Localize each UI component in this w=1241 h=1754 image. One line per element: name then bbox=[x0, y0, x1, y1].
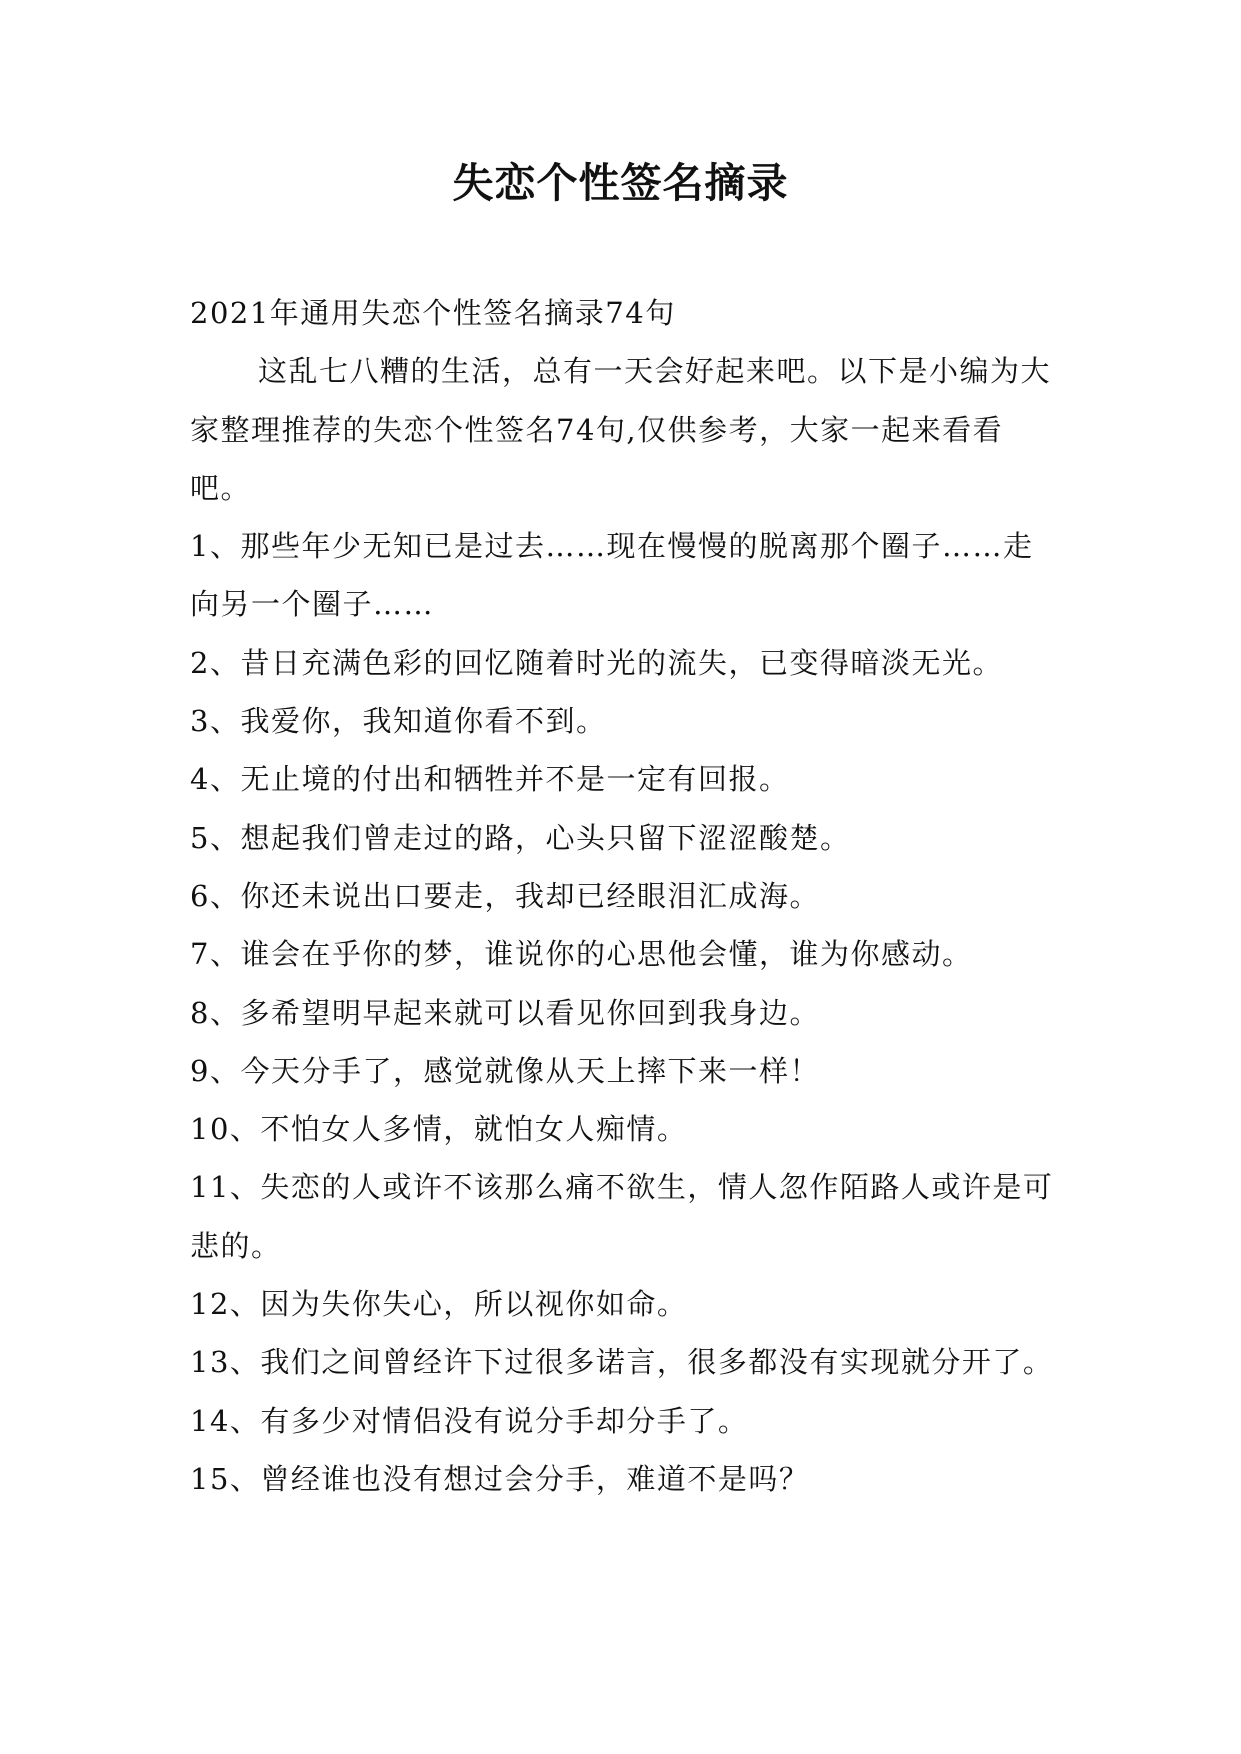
list-item: 12、因为失你失心，所以视你如命。 bbox=[190, 1287, 688, 1322]
list-item: 3、我爱你，我知道你看不到。 bbox=[190, 704, 607, 739]
list-item: 8、多希望明早起来就可以看见你回到我身边。 bbox=[190, 995, 820, 1030]
document-title: 失恋个性签名摘录 bbox=[452, 159, 789, 207]
list-item: 13、我们之间曾经许下过很多诺言，很多都没有实现就分开了。 bbox=[190, 1345, 1054, 1380]
list-item: 5、想起我们曾走过的路，心头只留下涩涩酸楚。 bbox=[190, 820, 851, 855]
list-item: 4、无止境的付出和牺牲并不是一定有回报。 bbox=[190, 762, 790, 797]
list-item: 10、不怕女人多情，就怕女人痴情。 bbox=[190, 1112, 688, 1147]
document-subtitle: 2021年通用失恋个性签名摘录74句 bbox=[190, 296, 676, 330]
list-item: 6、你还未说出口要走，我却已经眼泪汇成海。 bbox=[190, 878, 820, 913]
intro-paragraph: 这乱七八糟的生活，总有一天会好起来吧。以下是小编为大家整理推荐的失恋个性签名74句,仅供参考，大家一起来看看吧。 bbox=[190, 354, 1052, 505]
list-item: 2、昔日充满色彩的回忆随着时光的流失，已变得暗淡无光。 bbox=[190, 645, 1003, 680]
list-item: 9、今天分手了，感觉就像从天上摔下来一样！ bbox=[190, 1053, 820, 1088]
list-item: 7、谁会在乎你的梦，谁说你的心思他会懂，谁为你感动。 bbox=[190, 937, 973, 972]
document-body bbox=[190, 284, 1060, 1508]
list-item: 15、曾经谁也没有想过会分手，难道不是吗？ bbox=[190, 1461, 810, 1496]
list-item: 14、有多少对情侣没有说分手却分手了。 bbox=[190, 1403, 749, 1438]
list-item: 1、那些年少无知已是过去……现在慢慢的脱离那个圈子……走向另一个圈子…… bbox=[190, 529, 1034, 622]
list-item: 11、失恋的人或许不该那么痛不欲生，情人忽作陌路人或许是可悲的。 bbox=[190, 1170, 1054, 1263]
